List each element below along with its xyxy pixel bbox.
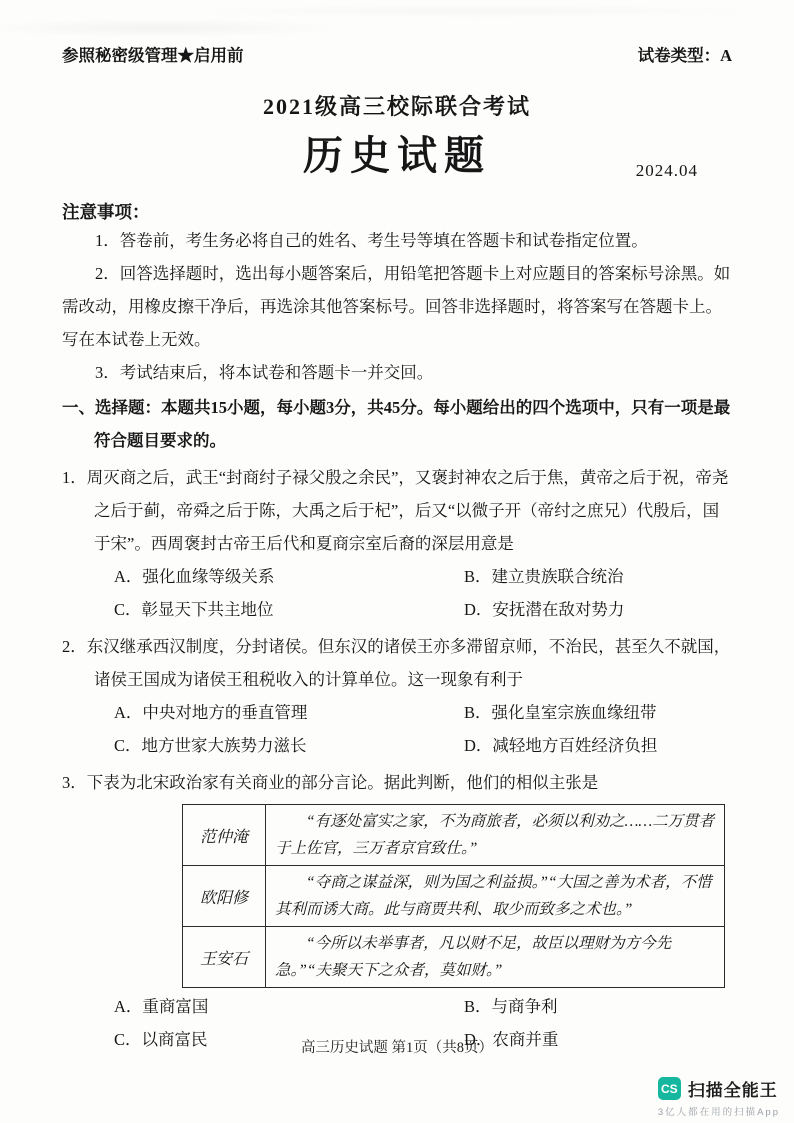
notice-item-1: 1．答卷前，考生务必将自己的姓名、考生号等填在答题卡和试卷指定位置。 [95,231,648,250]
table-quote: “夺商之谋益深，则为国之利益损。”“大国之善为术者，不惜其利而诱大商。此与商贾共利、取少而致多之术也。” [266,866,725,927]
security-notice: 参照秘密级管理★启用前 [62,46,244,65]
table-row-ouyangxiu [183,866,725,927]
question-3-option-d: D．农商并重 [464,1030,559,1049]
camscanner-logo-row [658,1076,780,1101]
camscanner-watermark [658,1076,780,1118]
question-3-option-c: C．以商富民 [114,1030,208,1049]
question-3-option-b: B．与商争利 [464,997,558,1016]
exam-date: 2024.04 [635,161,698,180]
question-1-stem: 1．周灭商之后，武王“封商纣子禄父殷之余民”，又褒封神农之后于焦，黄帝之后于祝，帝尧之后于蓟，帝舜之后于陈，大禹之后于杞”，后又“以微子开（帝纣之庶兄）代殷后，国于宋”。西周褒封古帝王后代和夏商宗室后裔的深层用意是 [62,468,729,553]
question-3-option-a: A．重商富国 [114,997,209,1016]
question-2-option-a: A．中央对地方的垂直管理 [114,703,308,722]
question-1-option-d: D．安抚潜在敌对势力 [464,600,625,619]
table-speaker: 范仲淹 [183,805,266,866]
notice-item-3: 3．考试结束后，将本试卷和答题卡一并交回。 [95,363,434,382]
page-header [62,42,732,66]
question-3-source-table [182,804,725,988]
subject-title: 历史试题 [303,133,491,178]
question-2-option-c: C．地方世家大族势力滋长 [114,736,307,755]
table-speaker: 王安石 [183,927,266,988]
question-2-options [62,696,732,762]
camscanner-cs-icon: CS [658,1077,681,1100]
notice-heading: 注意事项： [62,202,150,222]
table-row-wanganshi [183,927,725,988]
question-2 [62,630,732,762]
question-1-options [62,560,732,626]
question-2-option-d: D．减轻地方百姓经济负担 [464,736,658,755]
subject-title-row [62,129,732,183]
question-3-stem: 3．下表为北宋政治家有关商业的部分言论。据此判断，他们的相似主张是 [62,773,599,792]
camscanner-app-name: 扫描全能王 [687,1081,778,1100]
question-2-stem: 2．东汉继承西汉制度，分封诸侯。但东汉的诸侯王亦多滞留京师，不治民，甚至久不就国，诸侯王国成为诸侯王租税收入的计算单位。这一现象有利于 [62,637,731,689]
paper-type-label: 试卷类型：A [637,46,732,65]
question-2-option-b: B．强化皇室宗族血缘纽带 [464,703,657,722]
question-1-option-c: C．彰显天下共主地位 [114,600,274,619]
table-speaker: 欧阳修 [183,866,266,927]
question-1-option-a: A．强化血缘等级关系 [114,567,275,586]
question-3 [62,766,732,1056]
question-1 [62,461,732,626]
table-quote: “有逐处富实之家，不为商旅者，必须以利劝之……二万贯者于上佐官，三万者京官致仕。” [266,805,725,866]
page-footer: 高三历史试题 第1页（共8页） [300,1040,494,1056]
notice-item-2: 2．回答选择题时，选出每小题答案后，用铅笔把答题卡上对应题目的答案标号涂黑。如需改动，用橡皮擦干净后，再选涂其他答案标号。回答非选择题时，将答案写在答题卡上。写在本试卷上无效。 [62,264,731,349]
camscanner-tagline: 3亿人都在用的扫描App [657,1107,780,1118]
table-quote: “今所以未举事者，凡以财不足，故臣以理财为方今先急。”“夫聚天下之众者，莫如财。” [266,927,725,988]
table-row-fanzhongyan [183,805,725,866]
section-heading: 一、选择题：本题共15小题，每小题3分，共45分。每小题给出的四个选项中，只有一项是最符合题目要求的。 [62,398,731,450]
question-1-option-b: B．建立贵族联合统治 [464,567,624,586]
exam-title: 2021级高三校际联合考试 [262,94,531,119]
